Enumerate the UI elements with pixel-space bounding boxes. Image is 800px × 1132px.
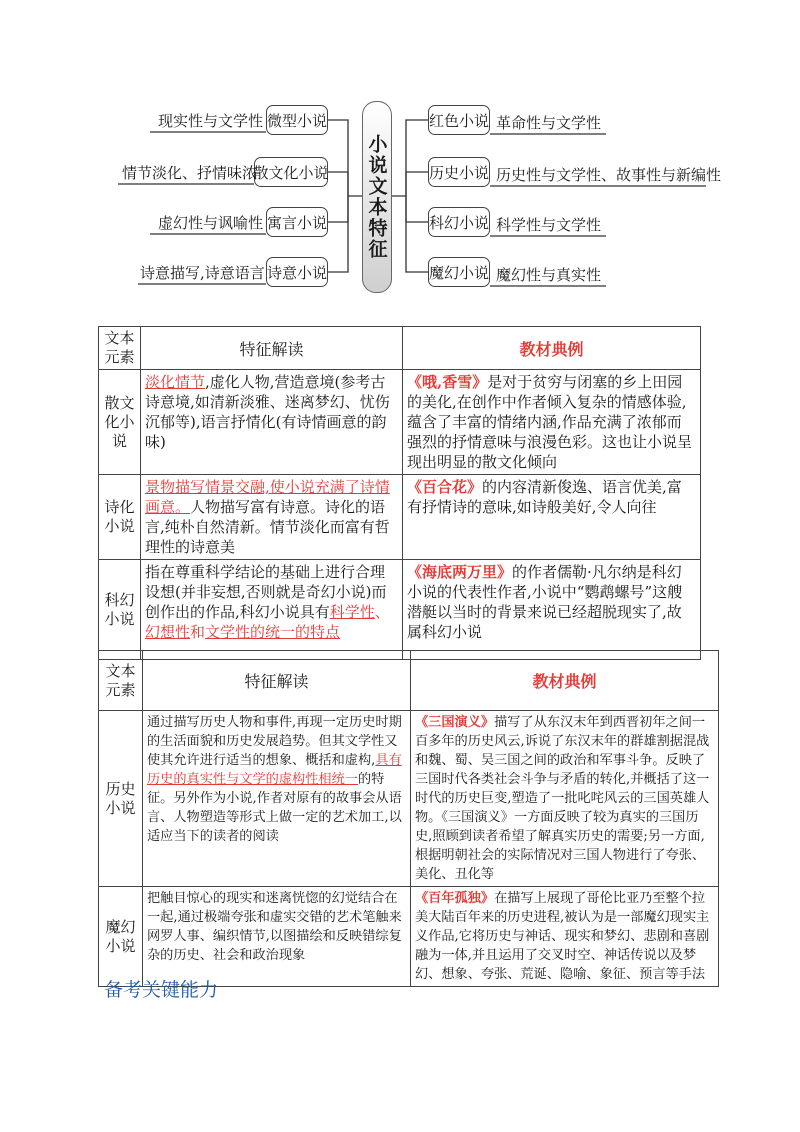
- table-row: [99, 475, 701, 560]
- feature-text: ,虚化人物,营造意境(参考古诗意境,如清新淡雅、迷离梦幻、忧伤沉郁等),语言抒情化(有诗情画意的韵味): [145, 373, 390, 451]
- feature-keyword: 文学性: [205, 623, 251, 641]
- leaf-fable-novel: 虚幻性与讽喻性: [158, 214, 264, 232]
- row-element: 散文化小说: [99, 370, 141, 475]
- node-fable-novel: 寓言小说: [266, 207, 328, 237]
- example-title: 《哦,香雪》: [407, 373, 488, 391]
- mindmap-center: [362, 101, 392, 293]
- example-title: 《百合花》: [407, 478, 483, 496]
- example-text: 的内容清新俊逸、语言优美,富有抒情诗的意味,如诗般美好,令人向往: [407, 478, 682, 516]
- row-example: [403, 475, 701, 560]
- table-header-row: [99, 651, 719, 711]
- table-row: [99, 711, 719, 887]
- feature-text: 人物描写富有诗意。诗化的语言,纯朴自然清新。情节淡化而富有哲理性的诗意美: [145, 498, 390, 556]
- example-title: 《海底两万里》: [407, 563, 513, 581]
- row-example: [411, 887, 719, 987]
- mindmap: [0, 0, 800, 310]
- node-poetic-novel: 诗意小说: [266, 257, 328, 287]
- row-example: [411, 711, 719, 887]
- header-example: 教材典例: [411, 651, 719, 711]
- mindmap-center-title: 小说文本特征: [365, 134, 388, 260]
- feature-text: 指在尊重科学结论的基础上进行合理设想(并非妄想,否则就是奇幻小说)而创作出的作品,科幻小说具有: [145, 563, 387, 621]
- row-element: 科幻小说: [99, 560, 141, 660]
- mindmap-connectors: [0, 0, 800, 310]
- leaf-magic-novel: 魔幻性与真实性: [496, 266, 602, 284]
- header-example: 教材典例: [403, 327, 701, 370]
- row-example: [403, 370, 701, 475]
- example-title: 《三国演义》: [415, 715, 495, 730]
- feature-table-1: [98, 326, 701, 660]
- example-text: 是对于贫穷与闭塞的乡上田园的美化,在创作中作者倾入复杂的情感体验,蕴含了丰富的情绪内涵,作品充满了浓郁而强烈的抒情意味与浪漫色彩。这也让小说呈现出明显的散文化倾向: [407, 373, 693, 471]
- feature-keyword: 景物描写情景交融,使小说充满了诗情画意。: [145, 478, 390, 516]
- table-row: [99, 887, 719, 987]
- row-feature: [141, 560, 403, 660]
- leaf-scifi-novel: 科学性与文学性: [496, 216, 602, 234]
- table-header-row: [99, 327, 701, 370]
- feature-sep: 和: [190, 623, 206, 641]
- example-text: 的作者儒勒·凡尔纳是科幻小说的代表性作者,小说中“鹦鹉螺号”这艘潜艇以当时的背景来说已经超脱现实了,故属科幻小说: [407, 563, 683, 641]
- node-magic-novel: 魔幻小说: [428, 257, 490, 287]
- header-element: 文本元素: [99, 327, 141, 370]
- feature-keyword: 淡化情节: [145, 373, 206, 391]
- feature-table-2: [98, 650, 719, 987]
- node-red-novel: 红色小说: [428, 105, 490, 135]
- feature-keyword: 幻想性: [145, 623, 191, 641]
- row-feature: [141, 370, 403, 475]
- leaf-history-novel: 历史性与文学性、故事性与新编性: [496, 166, 722, 184]
- row-element: 历史小说: [99, 711, 143, 887]
- header-element: 文本元素: [99, 651, 143, 711]
- table-row: [99, 370, 701, 475]
- node-prose-novel: 散文化小说: [254, 157, 328, 187]
- feature-keyword: 科学性: [329, 603, 375, 621]
- feature-sep: 、: [374, 603, 390, 621]
- section-title: 备考关键能力: [104, 979, 219, 1001]
- header-feature: 特征解读: [143, 651, 411, 711]
- row-element: 诗化小说: [99, 475, 141, 560]
- node-micro-novel: 微型小说: [266, 105, 328, 135]
- feature-text: 把触目惊心的现实和迷离恍惚的幻觉结合在一起,通过极端夸张和虚实交错的艺术笔触来网罗人事、编织情节,以图描绘和反映错综复杂的历史、社会和政治现象: [147, 891, 402, 963]
- node-history-novel: 历史小说: [428, 157, 490, 187]
- row-feature: [143, 711, 411, 887]
- table-row: [99, 560, 701, 660]
- leaf-poetic-novel: 诗意描写,诗意语言: [140, 264, 265, 282]
- leaf-red-novel: 革命性与文学性: [496, 114, 602, 132]
- feature-text: 通过描写历史人物和事件,再现一定历史时期的生活面貌和历史发展趋势。但其文学性又使其允许进行适当的想象、概括和虚构,: [147, 715, 402, 768]
- node-scifi-novel: 科幻小说: [428, 207, 490, 237]
- feature-keyword: 具有历史的真实性与文学的虚构性相统一: [147, 753, 402, 787]
- feature-text: 的统一的特点: [250, 623, 341, 641]
- row-example: [403, 560, 701, 660]
- header-feature: 特征解读: [141, 327, 403, 370]
- feature-text: 的特征。另外作为小说,作者对原有的故事会从语言、人物塑造等形式上做一定的艺术加工,以适应当下的读者的阅读: [147, 772, 402, 844]
- leaf-micro-novel: 现实性与文学性: [158, 112, 264, 130]
- row-feature: [143, 887, 411, 987]
- row-feature: [141, 475, 403, 560]
- row-element: 魔幻小说: [99, 887, 143, 987]
- example-text: 描写了从东汉末年到西晋初年之间一百多年的历史风云,诉说了东汉末年的群雄割据混战和魏、蜀、吴三国之间的政治和军事斗争。反映了三国时代各类社会斗争与矛盾的转化,并概括了这一时代的历史巨变,塑造了一批叱咤风云的三国英雄人物。《三国演义》一方面反映了较为真实的三国历史,照顾到读者希望了解真实历史的需要;另一方面,根据明朝社会的实际情况对三国人物进行了夸张、美化、丑化等: [415, 715, 710, 882]
- example-text: 在描写上展现了哥伦比亚乃至整个拉美大陆百年来的历史进程,被认为是一部魔幻现实主义作品,它将历史与神话、现实和梦幻、悲剧和喜剧融为一体,并且运用了交叉时空、神话传说以及梦幻、想象、夸张、荒诞、隐喻、象征、预言等手法: [415, 891, 710, 982]
- leaf-prose-novel: 情节淡化、抒情味浓: [122, 164, 258, 182]
- example-title: 《百年孤独》: [415, 891, 495, 906]
